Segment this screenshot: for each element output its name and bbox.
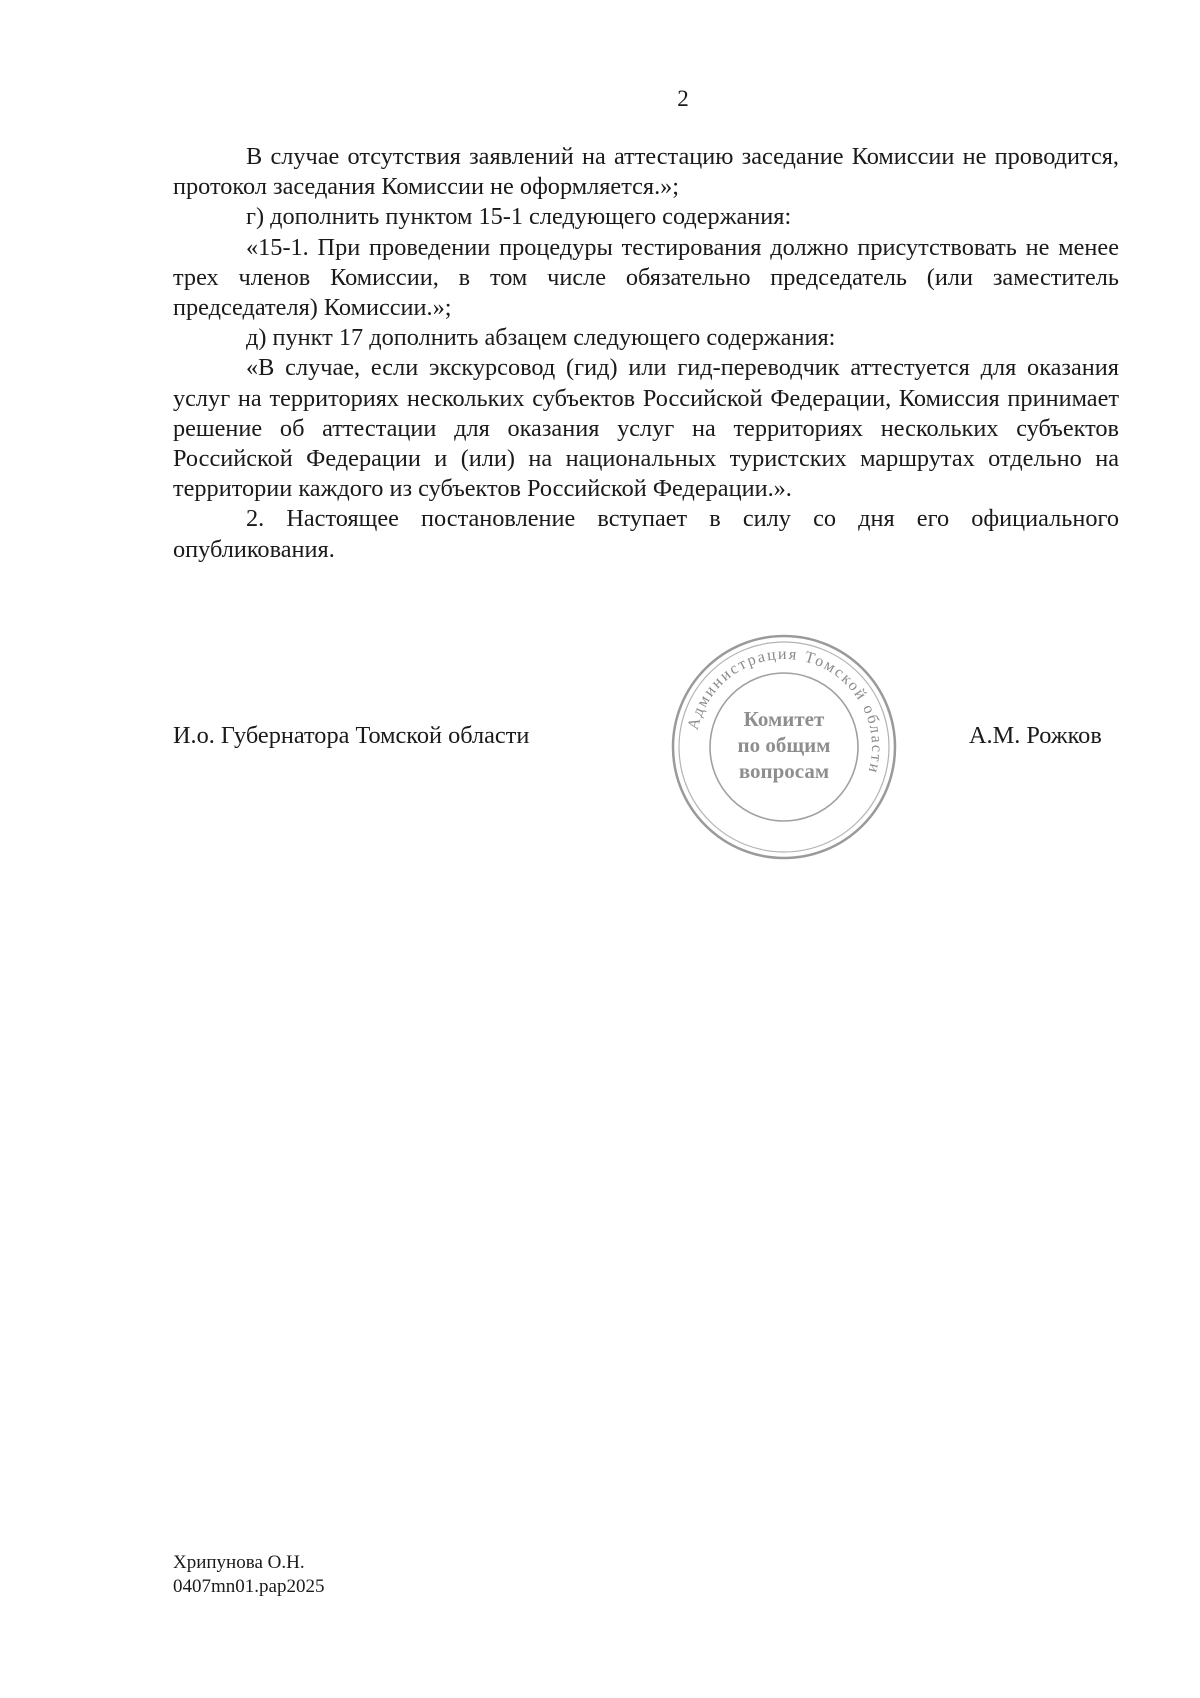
paragraph-subitem-g: г) дополнить пунктом 15-1 следующего содержания: bbox=[246, 203, 792, 231]
stamp-center-line-3: вопросам bbox=[738, 759, 830, 783]
page-number: 2 bbox=[677, 86, 689, 111]
official-stamp bbox=[668, 631, 900, 863]
signatory-position: И.о. Губернатора Томской области bbox=[173, 722, 530, 749]
stamp-center-line-1: Комитет bbox=[743, 707, 825, 731]
executor-name: Хрипунова О.Н. bbox=[173, 1552, 305, 1573]
stamp-ring-text: Администрация Томской области bbox=[684, 645, 886, 777]
document-body bbox=[173, 142, 1119, 565]
file-code: 0407mn01.pap2025 bbox=[173, 1576, 325, 1597]
signatory-name: А.М. Рожков bbox=[969, 722, 1102, 749]
paragraph-commission-not-held: В случае отсутствия заявлений на аттестацию заседание Комиссии не проводится, протокол заседания Комиссии не оформляется.»; bbox=[173, 143, 1119, 201]
footer-executor-block bbox=[173, 1551, 324, 1599]
paragraph-item-15-1: «15-1. При проведении процедуры тестирования должно присутствовать не менее трех членов Комиссии, в том числе обязательно председатель (или заместитель председателя) Комиссии.»; bbox=[173, 233, 1119, 322]
stamp-center-line-2: по общим bbox=[737, 733, 831, 757]
paragraph-subitem-d: д) пункт 17 дополнить абзацем следующего содержания: bbox=[246, 324, 836, 352]
paragraph-multiple-regions: «В случае, если экскурсовод (гид) или гид-переводчик аттестуется для оказания услуг на территориях нескольких субъектов Российской Федерации, Комиссия принимает решение об аттестации для оказания услуг на территориях нескольких субъектов Российской Федерации и (или) на национальных туристских маршрутах отдельно на территории каждого из субъектов Российской Федерации.». bbox=[173, 354, 1119, 503]
paragraph-entry-into-force: 2. Настоящее постановление вступает в силу со дня его официального опубликования. bbox=[173, 505, 1119, 563]
